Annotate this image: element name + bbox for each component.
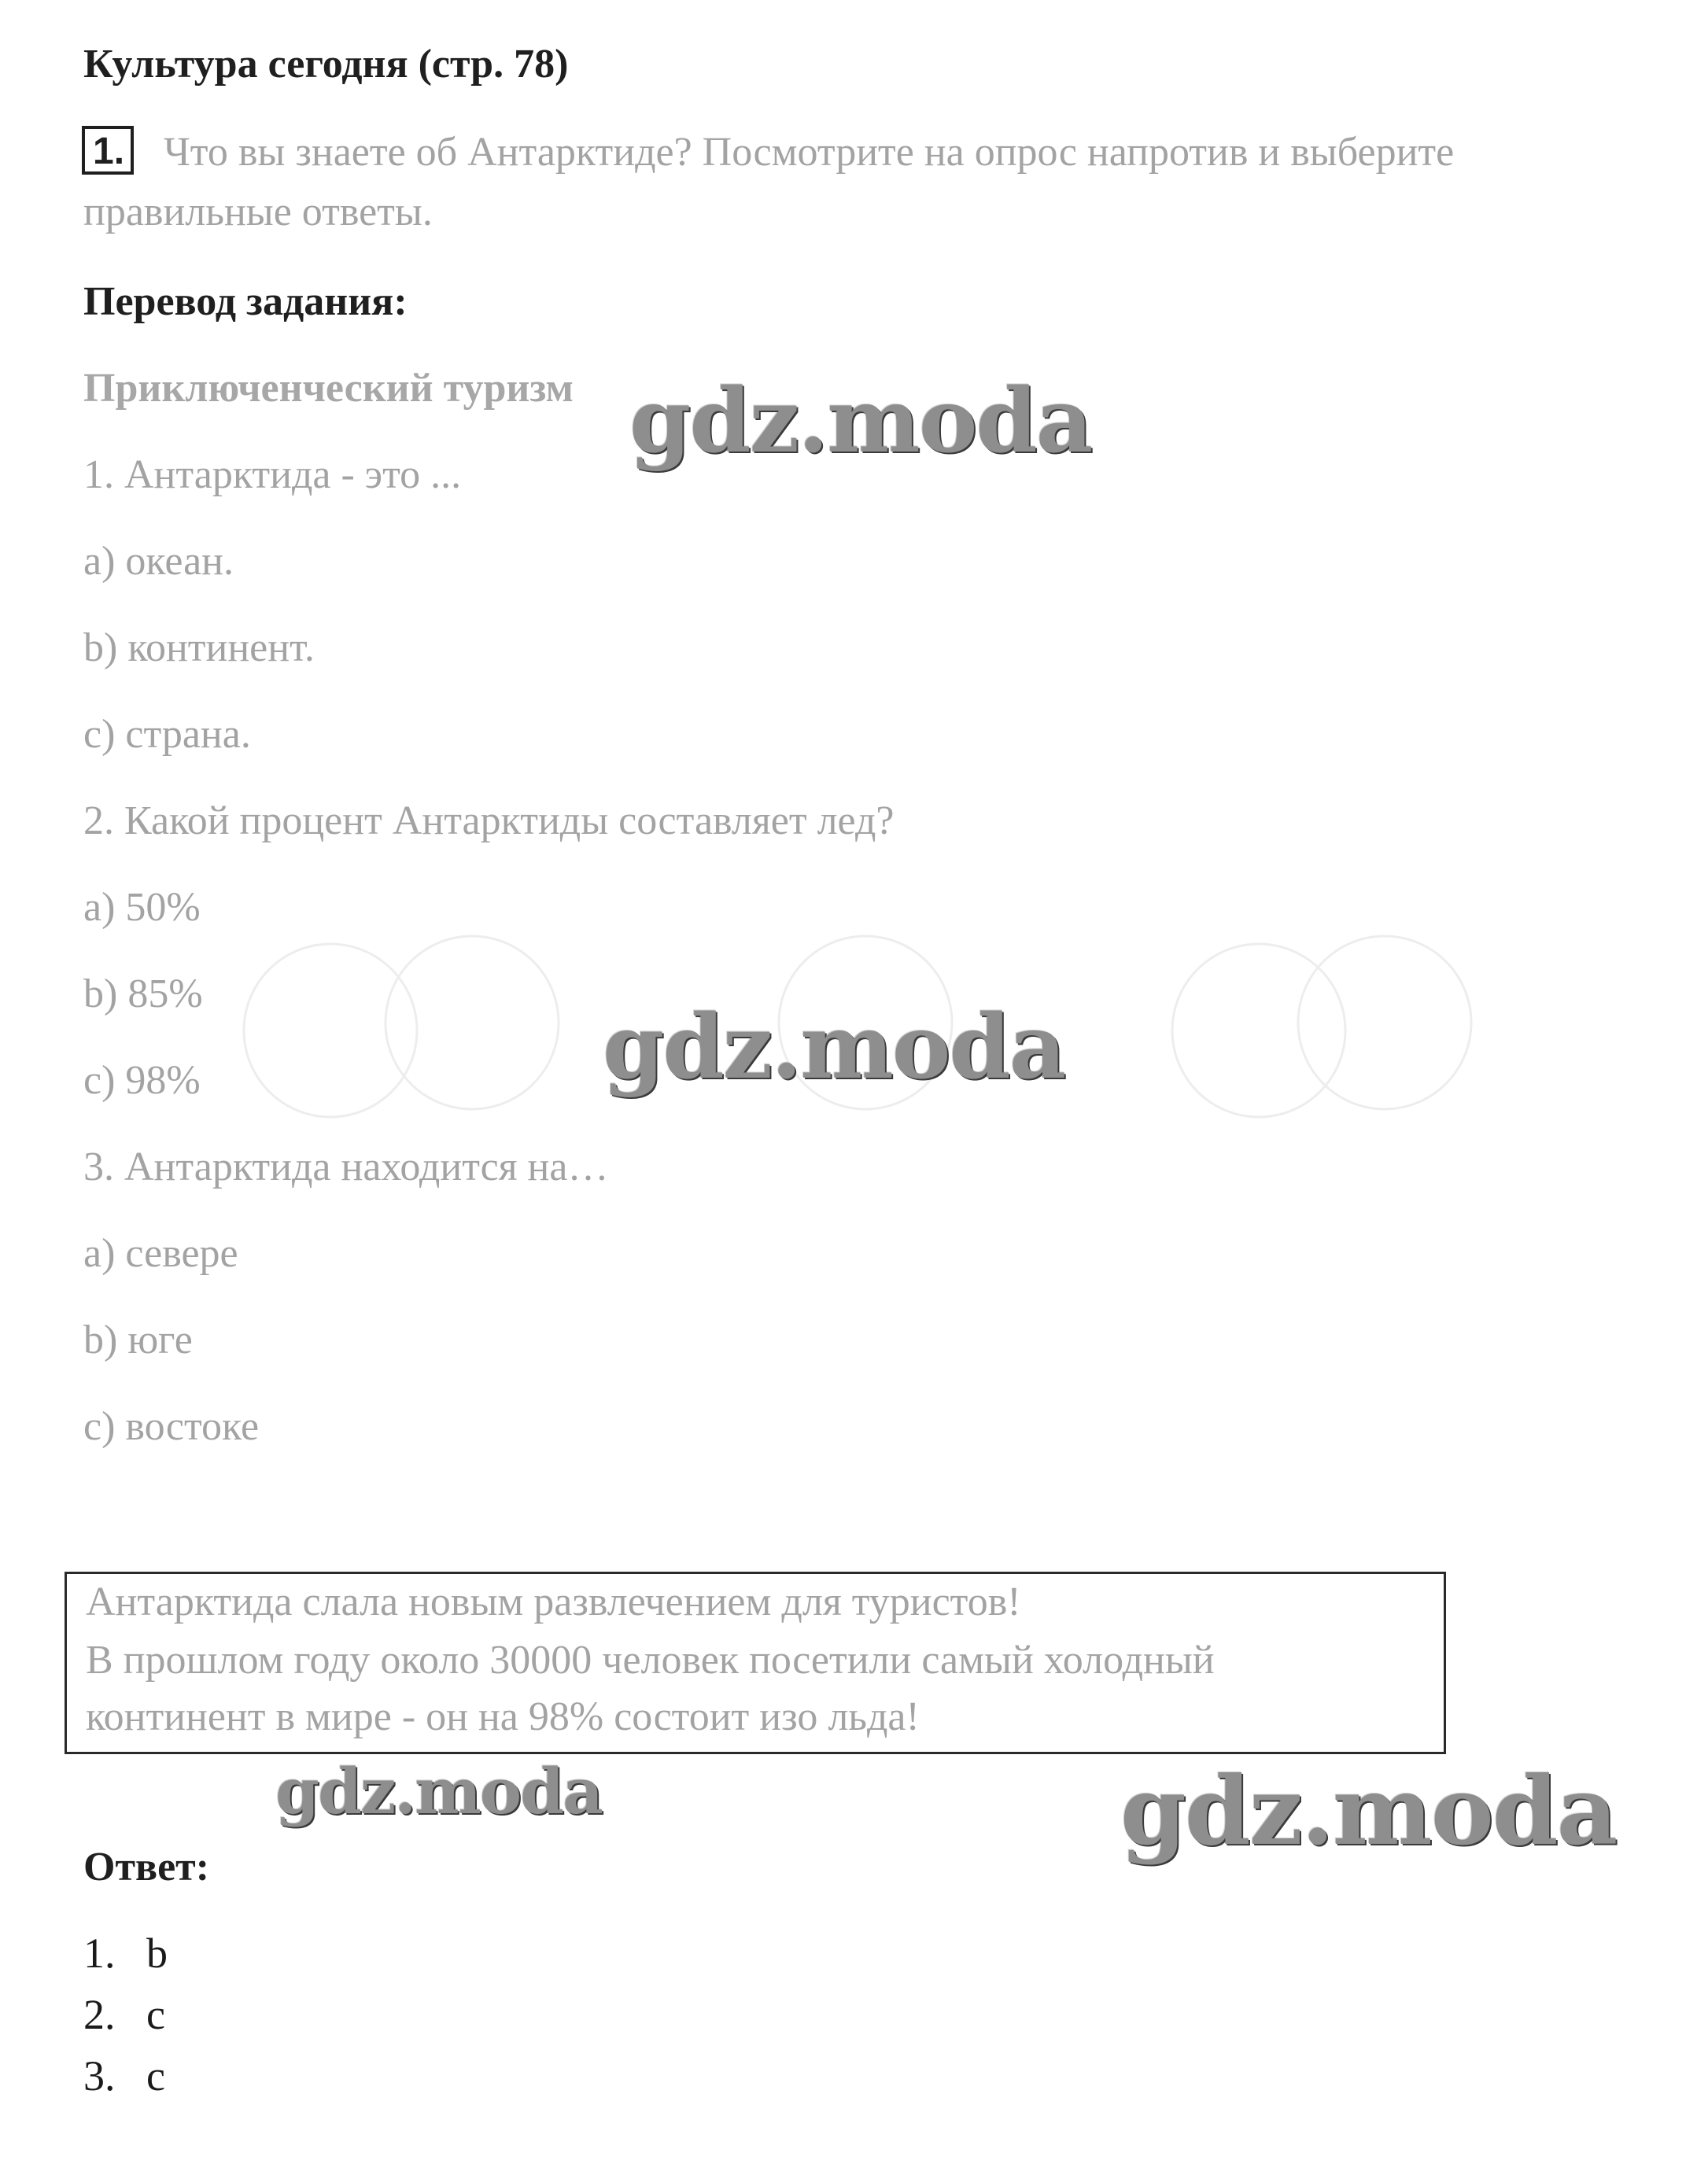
question-3-option-a: a) севере [83, 1231, 238, 1276]
answer-value: b [146, 1930, 168, 1977]
answer-value: c [146, 2052, 165, 2099]
question-1-option-b: b) континент. [83, 625, 315, 670]
question-1-option-c: c) страна. [83, 712, 251, 757]
task-text-line1: Что вы знаете об Антарктиде? Посмотрите на опрос напротив и выберите [164, 130, 1455, 175]
answer-number: 3. [83, 2052, 116, 2099]
info-line-2: В прошлом году около 30000 человек посетили самый холодный [86, 1638, 1215, 1683]
question-2-option-a: a) 50% [83, 885, 201, 930]
task-text-line2: правильные ответы. [83, 190, 433, 234]
info-line-3: континент в мире - он на 98% состоит изо льда! [86, 1694, 920, 1739]
task-number-box [82, 126, 134, 175]
answer-number: 2. [83, 1991, 116, 2038]
watermark-logo: gdz.moda [629, 370, 1092, 473]
question-2-option-b: b) 85% [83, 971, 203, 1016]
quiz-title: Приключенческий туризм [83, 366, 574, 411]
answer-number: 1. [83, 1930, 116, 1977]
page-title: Культура сегодня (стр. 78) [83, 42, 569, 87]
translation-heading: Перевод задания: [83, 279, 408, 324]
question-2: 2. Какой процент Антарктиды составляет лед? [83, 798, 895, 843]
answer-heading: Ответ: [83, 1845, 210, 1889]
question-3-option-c: c) востоке [83, 1404, 260, 1449]
watermark-logo: gdz.moda [1120, 1756, 1617, 1867]
answer-item-3 [83, 2052, 165, 2100]
question-3-option-b: b) юге [83, 1318, 193, 1362]
question-3: 3. Антарктида находится на… [83, 1145, 609, 1189]
answer-value: c [146, 1991, 165, 2038]
answer-item-1 [83, 1929, 168, 1978]
question-1: 1. Антарктида - это ... [83, 452, 462, 497]
answer-item-2 [83, 1990, 165, 2039]
info-line-1: Антарктида слала новым развлечением для туристов! [86, 1580, 1021, 1624]
watermark-logo: gdz.moda [275, 1754, 602, 1828]
watermark-logo: gdz.moda [603, 996, 1065, 1099]
question-1-option-a: a) океан. [83, 539, 234, 584]
question-2-option-c: c) 98% [83, 1058, 201, 1103]
task-number: 1. [93, 131, 125, 172]
info-box [65, 1572, 1446, 1754]
